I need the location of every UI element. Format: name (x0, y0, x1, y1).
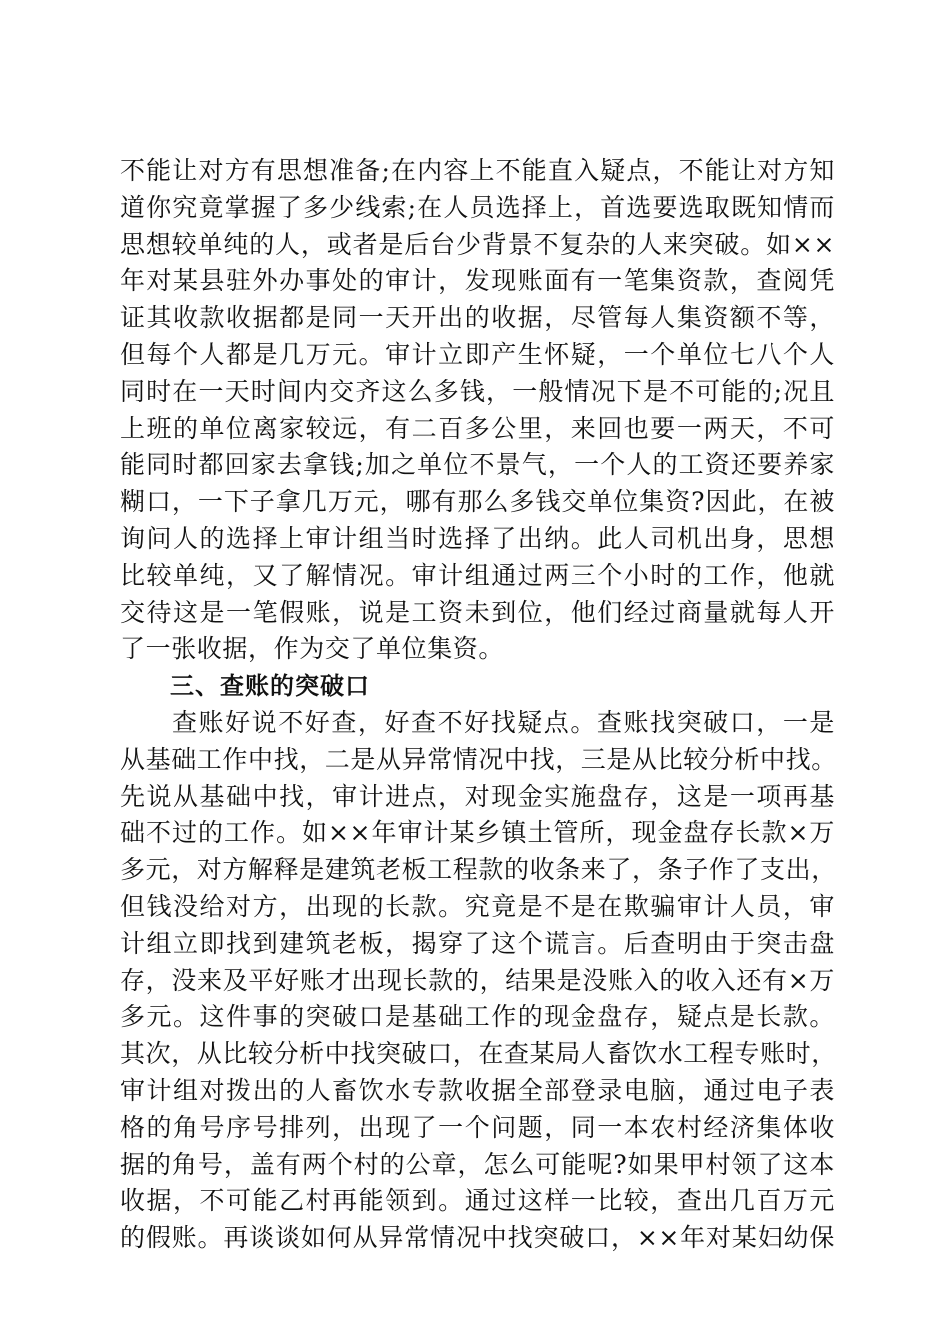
text-line: 从基础工作中找，二是从异常情况中找，三是从比较分析中找。 (120, 744, 837, 774)
text-line: 据的角号，盖有两个村的公章，怎么可能呢?如果甲村领了这本 (120, 1149, 835, 1179)
text-line: 糊口，一下子拿几万元，哪有那么多钱交单位集资?因此，在被 (120, 487, 835, 517)
text-line: 查账好说不好查，好查不好找疑点。查账找突破口，一是 (172, 707, 835, 737)
text-line: 交待这是一笔假账，说是工资未到位，他们经过商量就每人开 (120, 597, 835, 627)
text-line: 多元，对方解释是建筑老板工程款的收条来了，条子作了支出， (120, 855, 837, 885)
text-line: 存，没来及平好账才出现长款的，结果是没账入的收入还有×万 (120, 965, 835, 995)
text-line: 能同时都回家去拿钱;加之单位不景气，一个人的工资还要养家 (120, 450, 835, 480)
section-heading: 三、查账的突破口 (170, 672, 370, 701)
text-line: 思想较单纯的人，或者是后台少背景不复杂的人来突破。如×× (120, 229, 835, 259)
text-line: 询问人的选择上审计组当时选择了出纳。此人司机出身，思想 (120, 523, 835, 553)
paragraph-2 (120, 705, 835, 1257)
text-line: 了一张收据，作为交了单位集资。 (120, 634, 505, 664)
text-line: 计组立即找到建筑老板，揭穿了这个谎言。后查明由于突击盘 (120, 928, 835, 958)
text-line: 的假账。再谈谈如何从异常情况中找突破口，××年对某妇幼保 (120, 1223, 835, 1253)
text-line: 收据，不可能乙村再能领到。通过这样一比较，查出几百万元 (120, 1186, 835, 1216)
text-line: 比较单纯，又了解情况。审计组通过两三个小时的工作，他就 (120, 560, 835, 590)
text-line: 年对某县驻外办事处的审计，发现账面有一笔集资款，查阅凭 (120, 266, 835, 296)
text-line: 审计组对拨出的人畜饮水专款收据全部登录电脑，通过电子表 (120, 1075, 835, 1105)
text-line: 但钱没给对方，出现的长款。究竟是不是在欺骗审计人员，审 (120, 891, 835, 921)
text-line: 多元。这件事的突破口是基础工作的现金盘存，疑点是长款。 (120, 1002, 835, 1032)
text-line: 先说从基础中找，审计进点，对现金实施盘存，这是一项再基 (120, 781, 835, 811)
document-body (120, 153, 835, 1257)
text-line: 但每个人都是几万元。审计立即产生怀疑，一个单位七八个人 (120, 339, 835, 369)
text-line: 道你究竟掌握了多少线索;在人员选择上，首选要选取既知情而 (120, 192, 835, 222)
text-line: 同时在一天时间内交齐这么多钱，一般情况下是不可能的;况且 (120, 376, 835, 406)
text-line: 格的角号序号排列，出现了一个问题，同一本农村经济集体收 (120, 1112, 835, 1142)
text-line: 其次，从比较分析中找突破口，在查某局人畜饮水工程专账时， (120, 1039, 837, 1069)
text-line: 础不过的工作。如××年审计某乡镇土管所，现金盘存长款×万 (120, 818, 835, 848)
text-line: 上班的单位离家较远，有二百多公里，来回也要一两天，不可 (120, 413, 835, 443)
text-line: 不能让对方有思想准备;在内容上不能直入疑点，不能让对方知 (120, 156, 835, 185)
paragraph-1 (120, 153, 835, 668)
text-line: 证其收款收据都是同一天开出的收据，尽管每人集资额不等， (120, 303, 835, 333)
